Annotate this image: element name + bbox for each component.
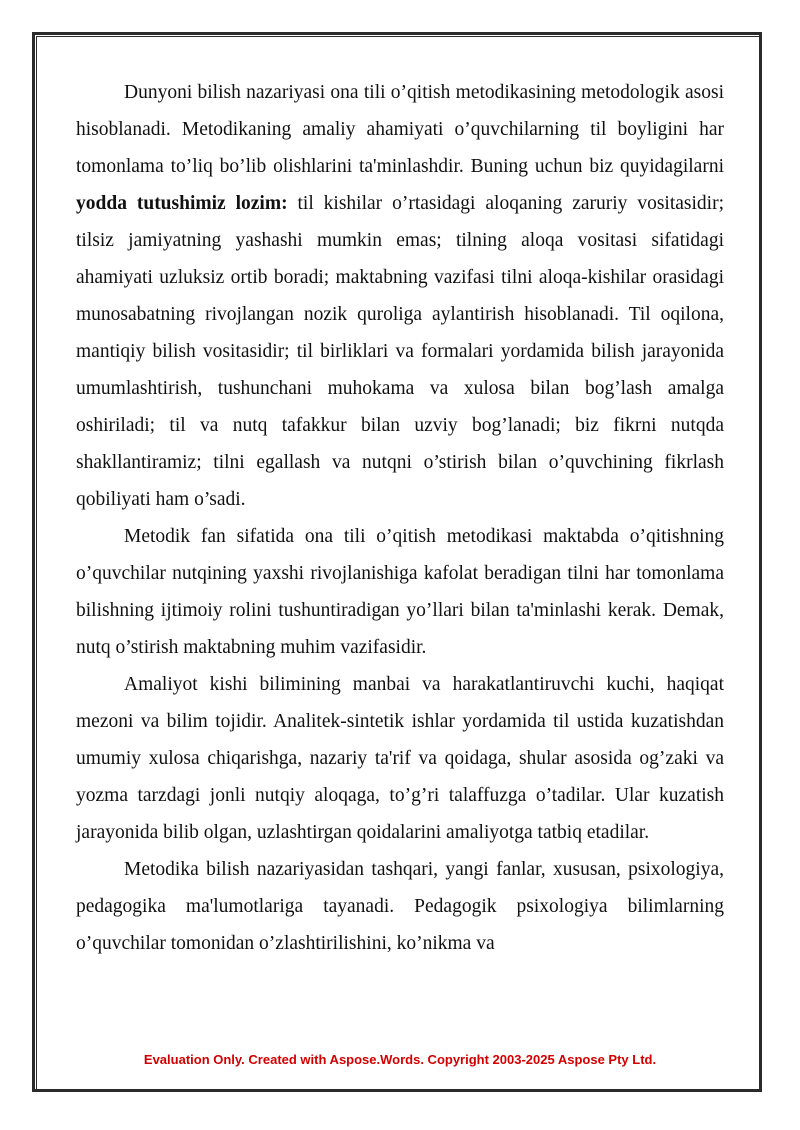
paragraph-2: Metodik fan sifatida ona tili o’qitish metodikasi maktabda o’qitishning o’quvchilar nutqining yaxshi rivojlanishiga kafolat beradigan tilni har tomonlama bilishning ijtimoiy rolini tushuntiradigan yo’llari bilan ta'minlashi kerak. Demak, nutq o’stirish maktabning muhim vazifasidir. <box>76 526 724 658</box>
paragraph-4: Metodika bilish nazariyasidan tashqari, yangi fanlar, xususan, psixologiya, pedagogika ma'lumotlariga tayanadi. Pedagogik psixologiya bilimlarning o’quvchilar tomonidan o’zlashtirilishini, ko’nikma va <box>76 859 724 954</box>
paragraph-1-text-end: til kishilar o’rtasidagi aloqaning zaruriy vositasidir; tilsiz jamiyatning yashashi mumkin emas; tilning aloqa vositasi sifatidagi ahamiyati uzluksiz ortib boradi; maktabning vazifasi tilni aloqa-kishilar orasidagi munosabatning rivojlangan nozik quroliga aylantirish hisoblanadi. Til oqilona, mantiqiy bilish vositasidir; til birliklari va formalari yordamida bilish jarayonida umumlashtirish, tushunchani muhokama va xulosa bilan bog’lash amalga oshiriladi; til va nutq tafakkur bilan uzviy bog’lanadi; biz fikrni nutqda shakllantiramiz; tilni egallash va nutqni o’stirish bilan o’quvchining fikrlash qobiliyati ham o’sadi. <box>76 193 724 510</box>
paragraph-1 <box>76 74 724 518</box>
document-body <box>76 74 724 962</box>
paragraph-3: Amaliyot kishi bilimining manbai va harakatlantiruvchi kuchi, haqiqat mezoni va bilim tojidir. Analitek-sintetik ishlar yordamida til ustida kuzatishdan umumiy xulosa chiqarishga, nazariy ta'rif va qoidaga, shular asosida og’zaki va yozma tarzdagi jonli nutqiy aloqaga, to’g’ri talaffuzga o’tadilar. Ular kuzatish jarayonida bilib olgan, uzlashtirgan qoidalarini amaliyotga tatbiq etadilar. <box>76 674 724 843</box>
evaluation-watermark: Evaluation Only. Created with Aspose.Words. Copyright 2003-2025 Aspose Pty Ltd. <box>143 1052 657 1067</box>
paragraph-1-text-start: Dunyoni bilish nazariyasi ona tili o’qitish metodikasining metodologik asosi hisoblanadi. Metodikaning amaliy ahamiyati o’quvchilarning til boyligini har tomonlama to’liq bo’lib olishlarini ta'minlashdir. Buning uchun biz quyidagilarni <box>76 82 724 177</box>
paragraph-1-bold-phrase: yodda tutushimiz lozim: <box>76 193 288 214</box>
